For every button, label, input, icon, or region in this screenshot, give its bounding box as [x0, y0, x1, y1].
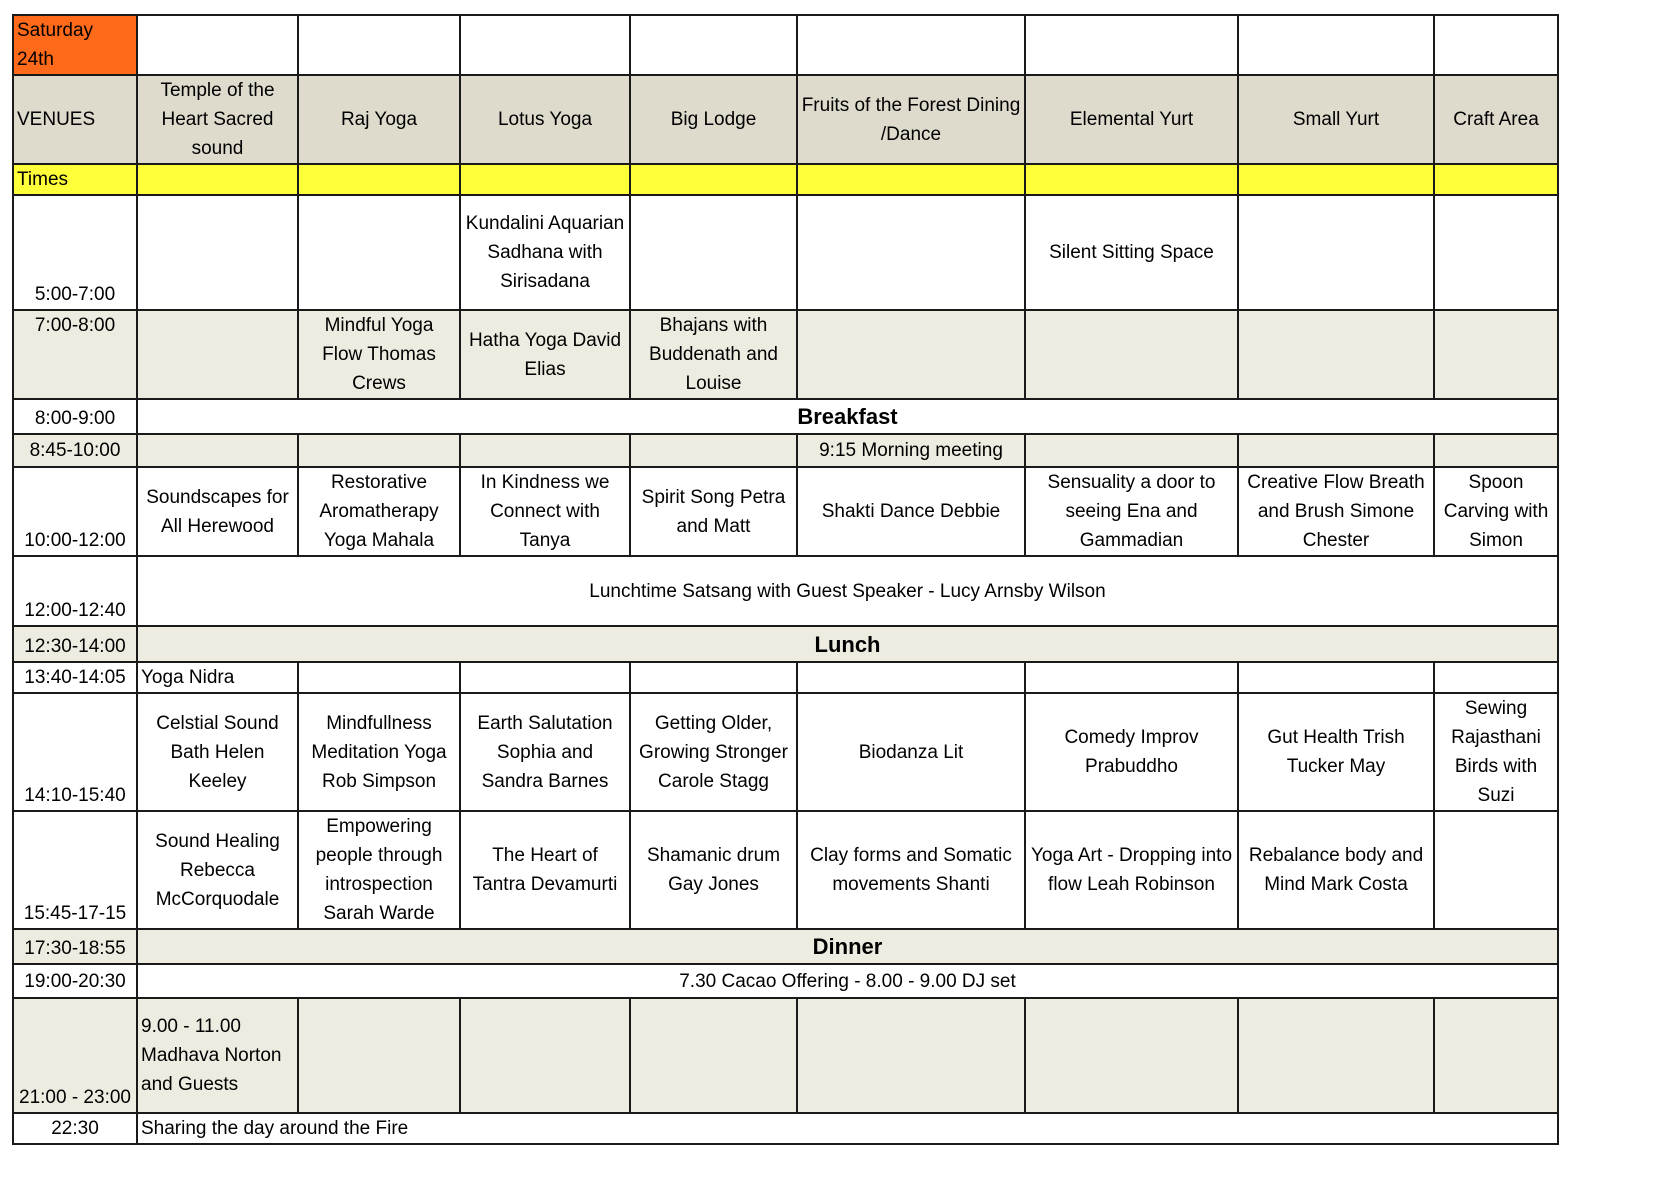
empty-cell: [630, 998, 797, 1113]
session-cell: 9.00 - 11.00 Madhava Norton and Guests: [137, 998, 298, 1113]
slot-row: [13, 811, 1558, 929]
slot-row: [13, 467, 1558, 556]
empty-cell: [298, 434, 460, 467]
empty-cell: [1434, 998, 1558, 1113]
empty-cell: [630, 164, 797, 195]
cacao-banner: 7.30 Cacao Offering - 8.00 - 9.00 DJ set: [137, 964, 1558, 998]
empty-cell: [630, 434, 797, 467]
empty-cell: [1238, 310, 1434, 399]
empty-cell: [797, 310, 1025, 399]
session-cell: Mindful Yoga Flow Thomas Crews: [298, 310, 460, 399]
empty-cell: [137, 164, 298, 195]
session-cell: Comedy Improv Prabuddho: [1025, 693, 1238, 811]
empty-cell: [797, 164, 1025, 195]
empty-cell: [298, 164, 460, 195]
session-cell: Gut Health Trish Tucker May: [1238, 693, 1434, 811]
time-cell: 19:00-20:30: [13, 964, 137, 998]
empty-cell: [797, 15, 1025, 75]
slot-row: [13, 195, 1558, 310]
empty-cell: [1238, 195, 1434, 310]
session-cell: Empowering people through introspection Sarah Warde: [298, 811, 460, 929]
empty-cell: [1434, 811, 1558, 929]
time-cell: 22:30: [13, 1113, 137, 1144]
slot-row: [13, 929, 1558, 964]
empty-cell: [1238, 998, 1434, 1113]
time-cell: 8:00-9:00: [13, 399, 137, 434]
empty-cell: [298, 998, 460, 1113]
session-cell: Soundscapes for All Herewood: [137, 467, 298, 556]
session-cell: Silent Sitting Space: [1025, 195, 1238, 310]
times-label: Times: [13, 164, 137, 195]
venue-temple: Temple of the Heart Sacred sound: [137, 75, 298, 164]
venue-small-yurt: Small Yurt: [1238, 75, 1434, 164]
empty-cell: [137, 434, 298, 467]
time-cell: 12:30-14:00: [13, 626, 137, 662]
empty-cell: [1025, 434, 1238, 467]
session-cell: Shakti Dance Debbie: [797, 467, 1025, 556]
time-cell: 21:00 - 23:00: [13, 998, 137, 1113]
empty-cell: [1025, 164, 1238, 195]
slot-row: [13, 556, 1558, 626]
empty-cell: [460, 662, 630, 693]
empty-cell: [460, 164, 630, 195]
empty-cell: [460, 15, 630, 75]
satsang-banner: Lunchtime Satsang with Guest Speaker - Lucy Arnsby Wilson: [137, 556, 1558, 626]
slot-row: [13, 662, 1558, 693]
empty-cell: [1434, 195, 1558, 310]
empty-cell: [1238, 662, 1434, 693]
empty-cell: [797, 662, 1025, 693]
session-cell: Earth Salutation Sophia and Sandra Barnes: [460, 693, 630, 811]
empty-cell: [137, 195, 298, 310]
empty-cell: [298, 195, 460, 310]
fire-sharing-banner: Sharing the day around the Fire: [137, 1113, 1558, 1144]
session-cell: The Heart of Tantra Devamurti: [460, 811, 630, 929]
lunch-banner: Lunch: [137, 626, 1558, 662]
time-cell: 7:00-8:00: [13, 310, 137, 399]
slot-row: [13, 434, 1558, 467]
session-cell: 9:15 Morning meeting: [797, 434, 1025, 467]
empty-cell: [298, 15, 460, 75]
empty-cell: [1238, 15, 1434, 75]
session-cell: Rebalance body and Mind Mark Costa: [1238, 811, 1434, 929]
schedule-table: [12, 14, 1559, 1145]
empty-cell: [630, 15, 797, 75]
empty-cell: [1238, 434, 1434, 467]
time-cell: 10:00-12:00: [13, 467, 137, 556]
venues-row: [13, 75, 1558, 164]
session-cell: Clay forms and Somatic movements Shanti: [797, 811, 1025, 929]
slot-row: [13, 693, 1558, 811]
slot-row: [13, 626, 1558, 662]
session-cell: Spoon Carving with Simon: [1434, 467, 1558, 556]
empty-cell: [1434, 662, 1558, 693]
session-cell: Bhajans with Buddenath and Louise: [630, 310, 797, 399]
venue-lotus-yoga: Lotus Yoga: [460, 75, 630, 164]
empty-cell: [460, 434, 630, 467]
venue-raj-yoga: Raj Yoga: [298, 75, 460, 164]
session-cell: Sewing Rajasthani Birds with Suzi: [1434, 693, 1558, 811]
slot-row: [13, 1113, 1558, 1144]
empty-cell: [1434, 15, 1558, 75]
time-cell: 8:45-10:00: [13, 434, 137, 467]
empty-cell: [137, 15, 298, 75]
time-cell: 17:30-18:55: [13, 929, 137, 964]
empty-cell: [1025, 662, 1238, 693]
empty-cell: [1434, 164, 1558, 195]
venue-craft-area: Craft Area: [1434, 75, 1558, 164]
session-cell: Yoga Art - Dropping into flow Leah Robinson: [1025, 811, 1238, 929]
slot-row: [13, 310, 1558, 399]
session-cell: Shamanic drum Gay Jones: [630, 811, 797, 929]
session-cell: Yoga Nidra: [137, 662, 298, 693]
empty-cell: [298, 662, 460, 693]
session-cell: In Kindness we Connect with Tanya: [460, 467, 630, 556]
empty-cell: [1025, 310, 1238, 399]
session-cell: Creative Flow Breath and Brush Simone Chester: [1238, 467, 1434, 556]
time-cell: 5:00-7:00: [13, 195, 137, 310]
session-cell: Restorative Aromatherapy Yoga Mahala: [298, 467, 460, 556]
empty-cell: [137, 310, 298, 399]
empty-cell: [460, 998, 630, 1113]
empty-cell: [1434, 310, 1558, 399]
session-cell: Biodanza Lit: [797, 693, 1025, 811]
slot-row: [13, 998, 1558, 1113]
venue-elemental-yurt: Elemental Yurt: [1025, 75, 1238, 164]
session-cell: Celstial Sound Bath Helen Keeley: [137, 693, 298, 811]
empty-cell: [797, 998, 1025, 1113]
empty-cell: [1025, 15, 1238, 75]
time-cell: 13:40-14:05: [13, 662, 137, 693]
empty-cell: [630, 195, 797, 310]
venues-label: VENUES: [13, 75, 137, 164]
empty-cell: [630, 662, 797, 693]
venue-big-lodge: Big Lodge: [630, 75, 797, 164]
session-cell: Sound Healing Rebecca McCorquodale: [137, 811, 298, 929]
empty-cell: [1434, 434, 1558, 467]
empty-cell: [1238, 164, 1434, 195]
session-cell: Getting Older, Growing Stronger Carole Stagg: [630, 693, 797, 811]
times-row: [13, 164, 1558, 195]
slot-row: [13, 964, 1558, 998]
slot-row: [13, 399, 1558, 434]
session-cell: Hatha Yoga David Elias: [460, 310, 630, 399]
day-title: Saturday 24th: [13, 15, 137, 75]
session-cell: Mindfullness Meditation Yoga Rob Simpson: [298, 693, 460, 811]
day-row: [13, 15, 1558, 75]
session-cell: Sensuality a door to seeing Ena and Gammadian: [1025, 467, 1238, 556]
session-cell: Spirit Song Petra and Matt: [630, 467, 797, 556]
empty-cell: [1025, 998, 1238, 1113]
empty-cell: [797, 195, 1025, 310]
venue-fruits: Fruits of the Forest Dining /Dance: [797, 75, 1025, 164]
session-cell: Kundalini Aquarian Sadhana with Sirisadana: [460, 195, 630, 310]
time-cell: 12:00-12:40: [13, 556, 137, 626]
dinner-banner: Dinner: [137, 929, 1558, 964]
time-cell: 15:45-17-15: [13, 811, 137, 929]
time-cell: 14:10-15:40: [13, 693, 137, 811]
breakfast-banner: Breakfast: [137, 399, 1558, 434]
